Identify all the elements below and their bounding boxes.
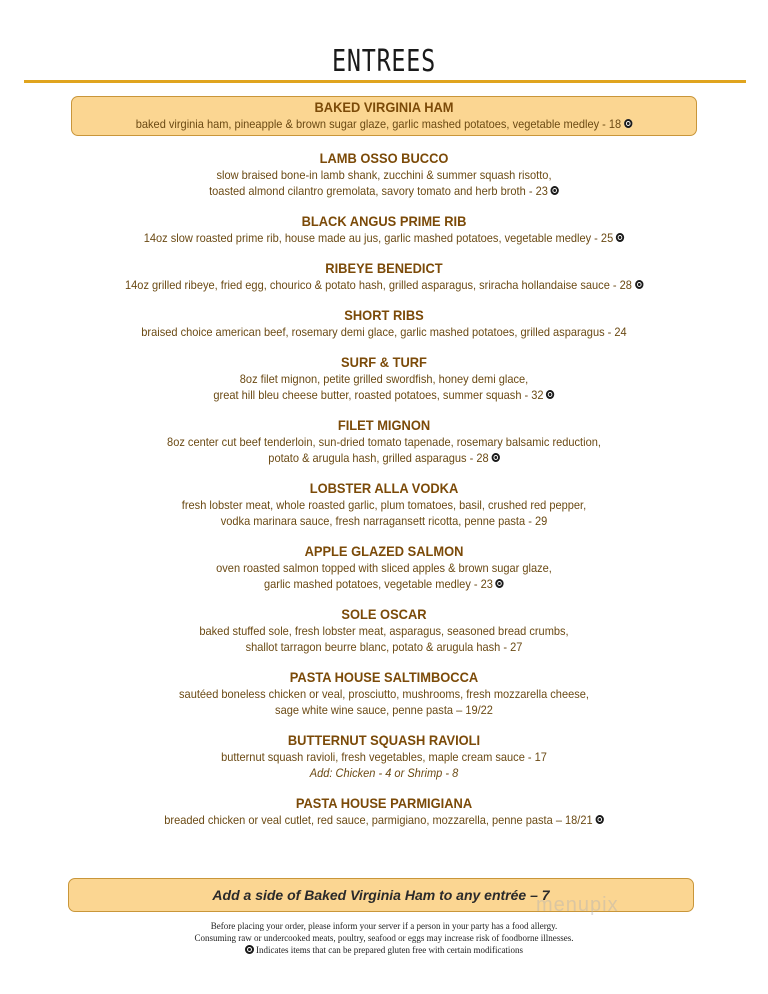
menu-item-description: sautéed boneless chicken or veal, prosciutto, mushrooms, fresh mozzarella cheese, bbox=[179, 687, 589, 701]
menu-item-description: 8oz center cut beef tenderloin, sun-dried tomato tapenade, rosemary balsamic reduction, bbox=[167, 435, 601, 449]
item-spacer bbox=[0, 592, 768, 606]
gluten-free-icon bbox=[546, 390, 554, 399]
allergy-notice: Before placing your order, please inform your server if a person in your party has a food allergy. bbox=[210, 921, 558, 931]
side-offer-text: Add a side of Baked Virginia Ham to any entrée – 7 bbox=[212, 887, 550, 903]
menu-item-description: 14oz grilled ribeye, fried egg, chourico & potato hash, grilled asparagus, sriracha hollandaise sauce - 28 bbox=[31, 277, 738, 293]
item-spacer bbox=[0, 466, 768, 480]
menu-item-description: great hill bleu cheese butter, roasted potatoes, summer squash - 32 bbox=[31, 387, 738, 403]
menu-item-description: baked stuffed sole, fresh lobster meat, asparagus, seasoned bread crumbs, bbox=[199, 624, 569, 638]
gluten-free-icon bbox=[551, 186, 559, 195]
menu-item-description: vodka marinara sauce, fresh narragansett ricotta, penne pasta - 29 bbox=[220, 514, 548, 528]
menu-item-name: BAKED VIRGINIA HAM bbox=[314, 99, 454, 115]
menu-item-name: SHORT RIBS bbox=[344, 307, 424, 323]
menu-item-description: baked virginia ham, pineapple & brown sugar glaze, garlic mashed potatoes, vegetable medley - 18 bbox=[97, 116, 671, 132]
menu-item bbox=[0, 307, 768, 340]
menu-item-description: breaded chicken or veal cutlet, red sauce, parmigiano, mozzarella, penne pasta – 18/21 bbox=[31, 812, 738, 828]
gluten-free-legend: Indicates items that can be prepared gluten free with certain modifications bbox=[0, 944, 768, 956]
item-spacer bbox=[0, 529, 768, 543]
menu-item bbox=[0, 417, 768, 466]
gluten-free-icon bbox=[245, 945, 254, 954]
item-spacer bbox=[0, 340, 768, 354]
gluten-free-icon bbox=[491, 453, 499, 462]
menu-item-name: LOBSTER ALLA VODKA bbox=[309, 480, 459, 496]
menu-item bbox=[0, 795, 768, 828]
menu-item-description: sage white wine sauce, penne pasta – 19/22 bbox=[275, 703, 493, 717]
menu-item-description: butternut squash ravioli, fresh vegetables, maple cream sauce - 17 bbox=[221, 750, 547, 764]
item-spacer bbox=[0, 246, 768, 260]
menu-item-name: SURF & TURF bbox=[341, 354, 427, 370]
menu-item bbox=[0, 354, 768, 403]
menu-item-name: FILET MIGNON bbox=[337, 417, 431, 433]
item-spacer bbox=[0, 781, 768, 795]
item-spacer bbox=[0, 293, 768, 307]
menu-item bbox=[0, 606, 768, 655]
menu-item bbox=[0, 150, 768, 199]
item-spacer bbox=[0, 403, 768, 417]
menu-item bbox=[0, 543, 768, 592]
gluten-free-icon bbox=[595, 815, 603, 824]
item-spacer bbox=[0, 655, 768, 669]
menu-item bbox=[0, 480, 768, 529]
menu-item-description: garlic mashed potatoes, vegetable medley - 23 bbox=[31, 576, 738, 592]
menu-item bbox=[0, 213, 768, 246]
menu-item-name: SOLE OSCAR bbox=[341, 606, 427, 622]
item-spacer bbox=[0, 199, 768, 213]
menu-item-name: APPLE GLAZED SALMON bbox=[304, 543, 464, 559]
menu-item bbox=[0, 260, 768, 293]
menu-item-addon: Add: Chicken - 4 or Shrimp - 8 bbox=[309, 766, 459, 780]
consumption-warning: Consuming raw or undercooked meats, poultry, seafood or eggs may increase risk of foodborne illnesses. bbox=[194, 933, 574, 943]
menu-item-name: RIBEYE BENEDICT bbox=[325, 260, 443, 276]
footer-disclaimer bbox=[0, 920, 768, 956]
menu-item-name: BLACK ANGUS PRIME RIB bbox=[301, 213, 467, 229]
menu-item-description: 8oz filet mignon, petite grilled swordfish, honey demi glace, bbox=[239, 372, 529, 386]
title-divider bbox=[24, 80, 746, 83]
page-title: ENTREES bbox=[331, 44, 437, 79]
menu-items bbox=[0, 96, 768, 828]
item-spacer bbox=[0, 718, 768, 732]
menu-item-description: braised choice american beef, rosemary demi glace, garlic mashed potatoes, grilled asparagus - 24 bbox=[141, 325, 627, 339]
gluten-free-icon bbox=[635, 280, 643, 289]
watermark-logo: menupix bbox=[536, 894, 619, 916]
menu-item-description: slow braised bone-in lamb shank, zucchini & summer squash risotto, bbox=[216, 168, 552, 182]
menu-item-name: PASTA HOUSE PARMIGIANA bbox=[295, 795, 473, 811]
menu-item bbox=[71, 96, 697, 136]
menu-item bbox=[0, 732, 768, 781]
menu-item-name: LAMB OSSO BUCCO bbox=[319, 150, 449, 166]
menu-item bbox=[0, 669, 768, 718]
menu-item-description: 14oz slow roasted prime rib, house made au jus, garlic mashed potatoes, vegetable medley - 25 bbox=[31, 230, 738, 246]
gluten-free-icon bbox=[616, 233, 624, 242]
gluten-free-icon bbox=[624, 119, 632, 128]
gluten-free-icon bbox=[496, 579, 504, 588]
menu-item-name: PASTA HOUSE SALTIMBOCCA bbox=[289, 669, 479, 685]
menu-item-description: oven roasted salmon topped with sliced apples & brown sugar glaze, bbox=[216, 561, 552, 575]
menu-item-name: BUTTERNUT SQUASH RAVIOLI bbox=[287, 732, 481, 748]
menu-item-description: shallot tarragon beurre blanc, potato & arugula hash - 27 bbox=[245, 640, 523, 654]
menu-item-description: potato & arugula hash, grilled asparagus - 28 bbox=[31, 450, 738, 466]
menu-item-description: fresh lobster meat, whole roasted garlic, plum tomatoes, basil, crushed red pepper, bbox=[181, 498, 587, 512]
menu-item-description: toasted almond cilantro gremolata, savory tomato and herb broth - 23 bbox=[31, 183, 738, 199]
